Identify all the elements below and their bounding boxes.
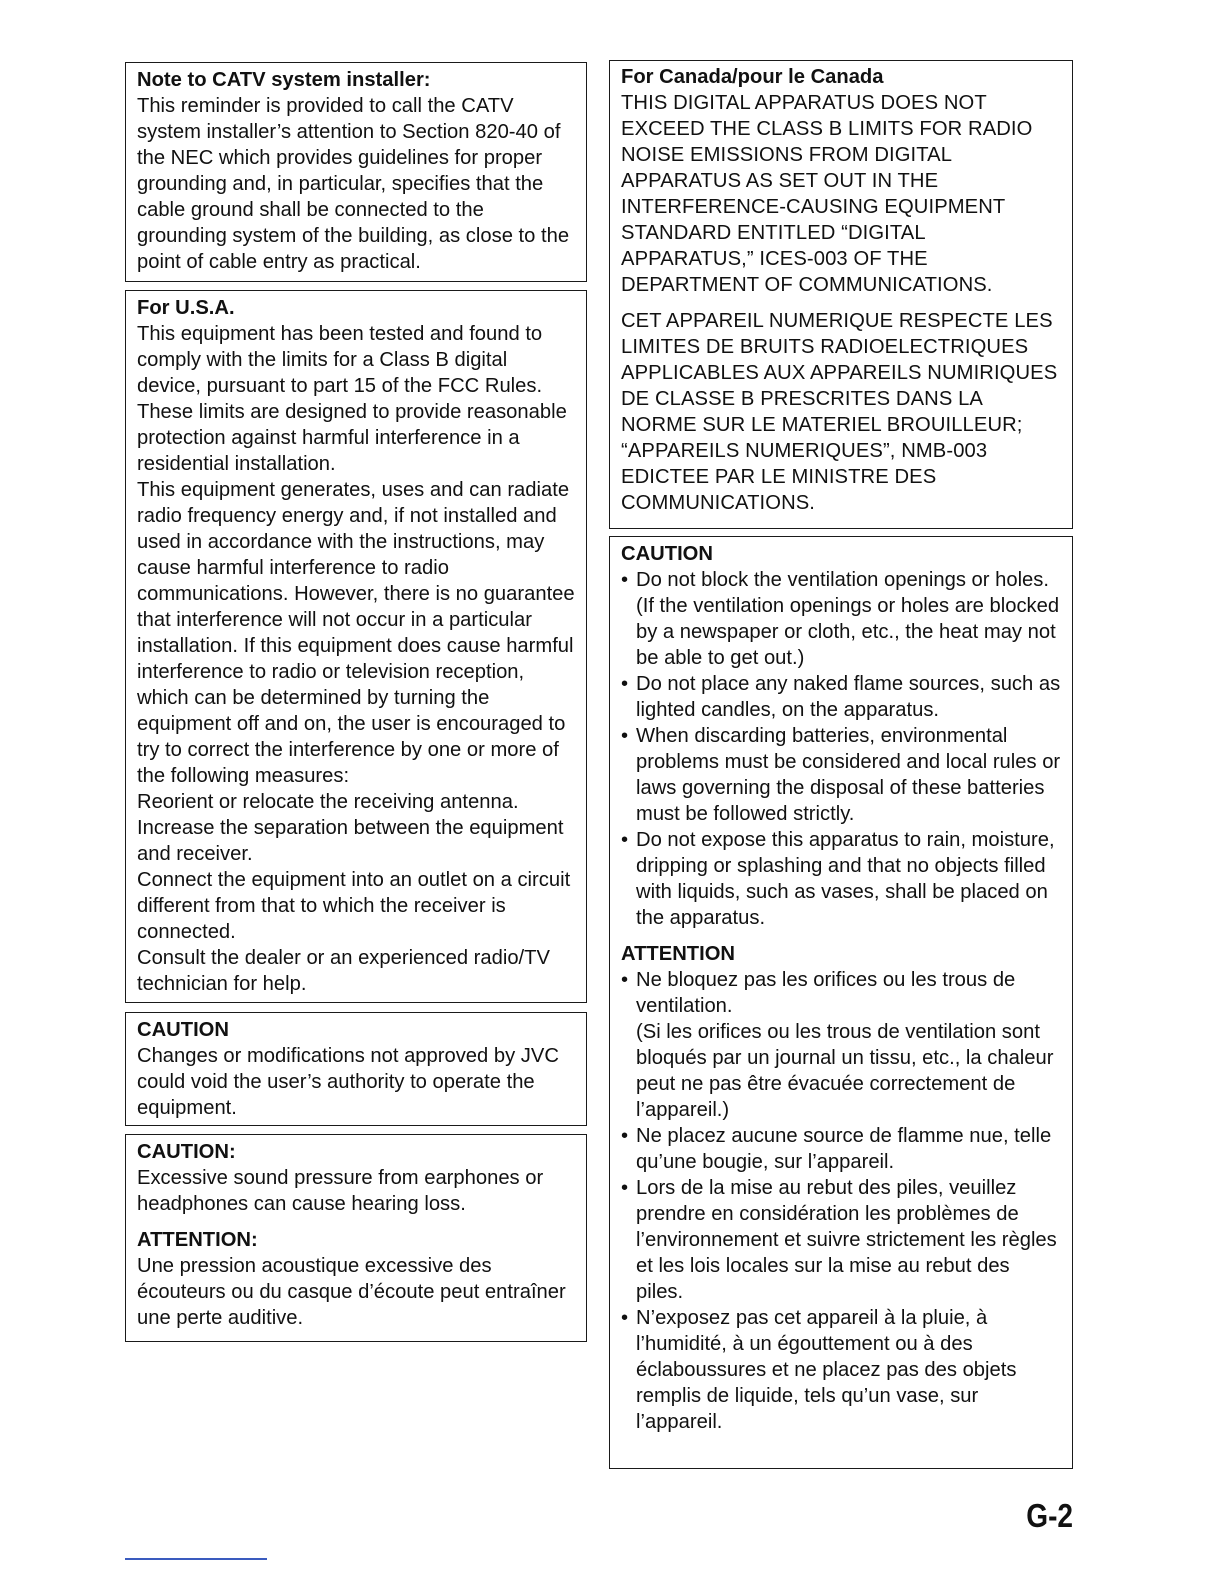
- footnote-rule: [125, 1558, 267, 1560]
- caution-heading: CAUTION: [137, 1019, 229, 1041]
- caution-sound-text: Excessive sound pressure from earphones or headphones can cause hearing loss.: [137, 1167, 544, 1215]
- catv-heading: Note to CATV system installer:: [137, 69, 431, 91]
- attention-item-moisture: • N’exposez pas cet appareil à la pluie, à l’humidité, à un égouttement ou à des éclaboussures et ne placez pas des objets remplis de liquide, tels qu’un vase, sur l’appareil.: [621, 1305, 1062, 1435]
- attention-item-flame: • Ne placez aucune source de flamme nue, telle qu’une bougie, sur l’appareil.: [621, 1123, 1062, 1175]
- caution-item-ventilation: • Do not block the ventilation openings or holes. (If the ventilation openings or holes are blocked by a newspaper or cloth, etc., the heat may not be able to get out.): [621, 567, 1062, 671]
- usa-fcc-box: [125, 290, 587, 1003]
- caution-list: [621, 567, 1062, 931]
- caution-ventilation-heading: CAUTION: [621, 543, 713, 565]
- caution-sound-heading: CAUTION:: [137, 1141, 236, 1163]
- usa-paragraph-1: This equipment has been tested and found to comply with the limits for a Class B digital device, pursuant to part 15 of the FCC Rules. These limits are designed to provide reasonable protection against harmful interference in a residential installation.: [137, 323, 567, 475]
- page-number: G-2: [1026, 1497, 1073, 1534]
- canada-box: [609, 60, 1073, 529]
- canada-french-text: CET APPAREIL NUMERIQUE RESPECTE LES LIMITES DE BRUITS RADIOELECTRIQUES APPLICABLES AUX APPAREILS NUMIRIQUES DE CLASSE B PRESCRITES DANS LA NORME SUR LE MATERIEL BROUILLEUR; “APPAREILS NUMERIQUES”, NMB-003 EDICTEE PAR LE MINISTRE DES COMMUNICATIONS.: [621, 310, 1058, 514]
- caution-modifications-text: Changes or modifications not approved by JVC could void the user’s authority to operate the equipment.: [137, 1045, 559, 1119]
- caution-ventilation-box: [609, 536, 1073, 1469]
- usa-paragraph-2: This equipment generates, uses and can radiate radio frequency energy and, if not installed and used in accordance with the instructions, may cause harmful interference to radio communications. However, there is no guarantee that interference will not occur in a particular installation. If this equipment does cause harmful interference to radio or television reception, which can be determined by turning the equipment off and on, the user is encouraged to try to correct the interference by one or more of the following measures:: [137, 479, 575, 787]
- catv-note-box: [125, 62, 587, 282]
- attention-item-ventilation: • Ne bloquez pas les orifices ou les trous de ventilation. (Si les orifices ou les trous de ventilation sont bloqués par un journal un tissu, etc., la chaleur peut ne pas être évacuée correctement de l’appareil.): [621, 967, 1062, 1123]
- usa-measure-2: Increase the separation between the equipment and receiver.: [137, 817, 564, 865]
- canada-heading: For Canada/pour le Canada: [621, 66, 884, 88]
- usa-measure-3: Connect the equipment into an outlet on a circuit different from that to which the receiver is connected.: [137, 869, 571, 943]
- caution-item-moisture: • Do not expose this apparatus to rain, moisture, dripping or splashing and that no objects filled with liquids, such as vases, shall be placed on the apparatus.: [621, 827, 1062, 931]
- attention-item-batteries: • Lors de la mise au rebut des piles, veuillez prendre en considération les problèmes de l’environnement et suivre strictement les règles et les lois locales sur la mise au rebut des piles.: [621, 1175, 1062, 1305]
- canada-english-text: THIS DIGITAL APPARATUS DOES NOT EXCEED THE CLASS B LIMITS FOR RADIO NOISE EMISSIONS FROM DIGITAL APPARATUS AS SET OUT IN THE INTERFERENCE-CAUSING EQUIPMENT STANDARD ENTITLED “DIGITAL APPARATUS,” ICES-003 OF THE DEPARTMENT OF COMMUNICATIONS.: [621, 92, 1033, 296]
- caution-item-flame: • Do not place any naked flame sources, such as lighted candles, on the apparatus.: [621, 671, 1062, 723]
- attention-sound-heading: ATTENTION:: [137, 1229, 258, 1251]
- usa-measure-4: Consult the dealer or an experienced radio/TV technician for help.: [137, 947, 550, 995]
- usa-heading: For U.S.A.: [137, 297, 235, 319]
- usa-measure-1: Reorient or relocate the receiving antenna.: [137, 791, 519, 813]
- caution-item-batteries: • When discarding batteries, environmental problems must be considered and local rules or laws governing the disposal of these batteries must be followed strictly.: [621, 723, 1062, 827]
- caution-modifications-box: [125, 1012, 587, 1126]
- attention-sound-text: Une pression acoustique excessive des écouteurs ou du casque d’écoute peut entraîner une perte auditive.: [137, 1255, 566, 1329]
- caution-sound-box: [125, 1134, 587, 1342]
- catv-text: This reminder is provided to call the CATV system installer’s attention to Section 820-40 of the NEC which provides guidelines for proper grounding and, in particular, specifies that the cable ground shall be connected to the grounding system of the building, as close to the point of cable entry as practical.: [137, 95, 570, 273]
- attention-list: [621, 967, 1062, 1435]
- attention-heading: ATTENTION: [621, 943, 736, 965]
